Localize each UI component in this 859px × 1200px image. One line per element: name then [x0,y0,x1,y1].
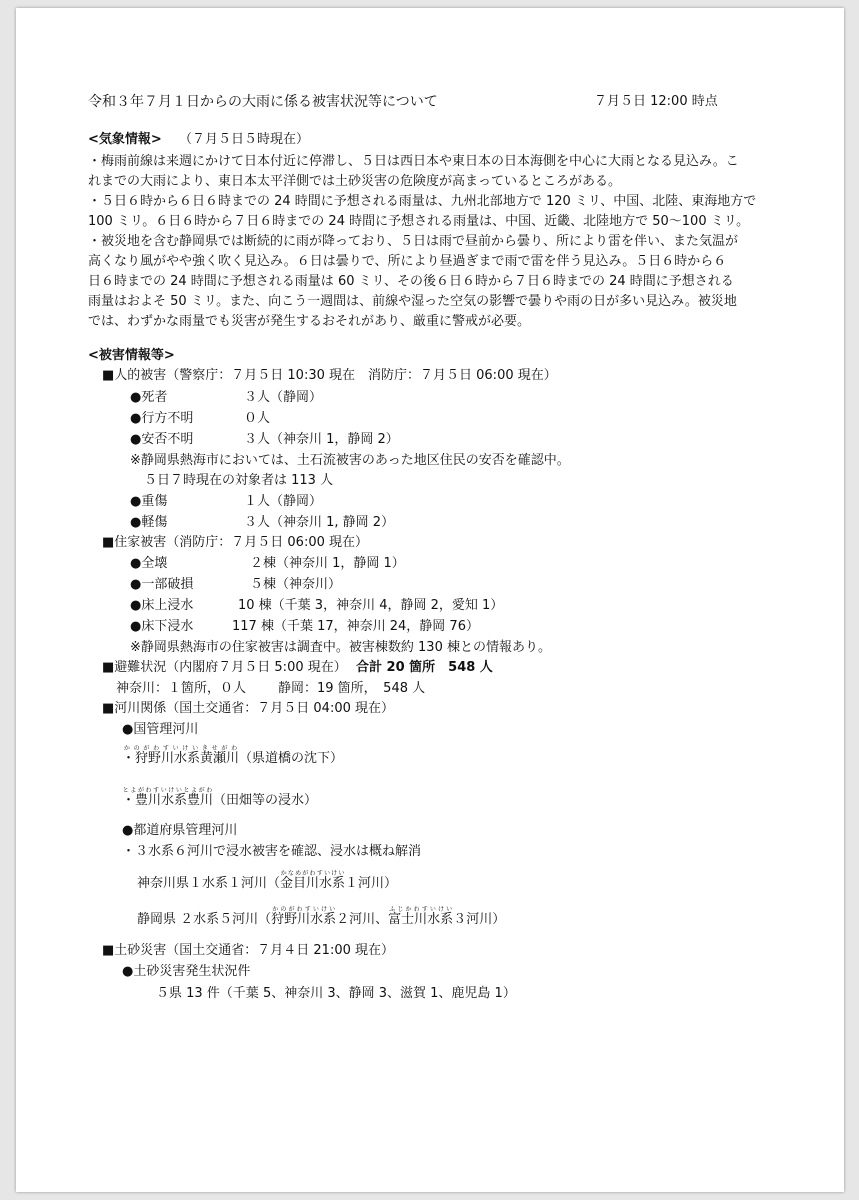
human-note: ※静岡県熱海市においては、土石流被害のあった地区住民の安否を確認中。 [130,453,570,468]
landslide-title: ■土砂災害（国土交通省：７月４日 21:00 現在） [102,943,395,958]
human-row-label: ●軽傷 [130,515,168,530]
document-page [16,8,844,1192]
damage-heading: <被害情報等> [88,348,175,363]
evacuation-kanagawa: 神奈川：１箇所，０人 [116,681,247,696]
landslide-sub: ●土砂災害発生状況件 [122,964,251,979]
human-row-value: ０人 [244,411,271,426]
kano-river-note: （県道橋の沈下） [239,751,344,766]
toyo-river-note: （田畑等の浸水） [213,793,318,808]
river-kano-item [122,745,343,771]
housing-note: ※静岡県熱海市の住家被害は調査中。被害棟数約 130 棟との情報あり。 [130,640,551,655]
housing-row-value: ５棟（神奈川） [250,577,342,592]
river-prefectural-heading: ●都道府県管理河川 [122,823,238,838]
weather-line: ・５日６時から６日６時までの 24 時間に予想される雨量は、九州北部地方で 120 ミリ、中国、北陸、東海地方で [88,194,757,209]
human-row-value: ３人（静岡） [244,390,323,405]
toyo-river-name: ・豊川水系豊川とよがわすいけいとよがわ [122,787,214,808]
human-damage-title: ■人的被害（警察庁：７月５日 10:30 現在 消防庁：７月５日 06:00 現在） [102,368,557,383]
river-prefectural-summary: ・３水系６河川で浸水被害を確認、浸水は概ね解消 [122,844,422,859]
river-title: ■河川関係（国土交通省：７月５日 04:00 現在） [102,701,395,716]
human-note: ５日７時現在の対象者は 113 人 [144,473,334,488]
document-timestamp: ７月５日 12:00 時点 [594,94,718,109]
kano-system-name: 狩野川水系かのがわすいけい [271,906,337,927]
weather-subheading: （７月５日５時現在） [179,132,310,147]
housing-row-label: ●全壊 [130,556,168,571]
human-row-label: ●安否不明 [130,432,194,447]
landslide-detail: ５県 13 件（千葉 5、神奈川 3、静岡 3、滋賀 1、鹿児島 1） [156,986,516,1001]
weather-line: ・梅雨前線は来週にかけて日本付近に停滞し、５日は西日本や東日本の日本海側を中心に大雨となる見込み。こ [88,154,739,169]
weather-line: れまでの大雨により、東日本太平洋側では土砂災害の危険度が高まっているところがある。 [88,174,622,189]
housing-damage-title: ■住家被害（消防庁：７月５日 06:00 現在） [102,535,369,550]
human-row-value: ３人（神奈川 1, 静岡 2） [244,515,395,530]
document-title: 令和３年７月１日からの大雨に係る被害状況等について [88,94,438,110]
weather-line: 日６時までの 24 時間に予想される雨量は 60 ミリ、その後６日６時から７日６時までの 24 時間に予想される [88,274,734,289]
housing-row-value: ２棟（神奈川 1，静岡 1） [250,556,405,571]
weather-line: 100 ミリ。６日６時から７日６時までの 24 時間に予想される雨量は、中国、近畿、北陸地方で 50～100 ミリ。 [88,214,750,229]
river-shizuoka-item: 静岡県 ２水系５河川（狩野川水系かのがわすいけい２河川、富士川水系ふじかわすいけい３河川） [137,906,506,927]
weather-line: 雨量はおよそ 50 ミリ。また、向こう一週間は、前線や湿った空気の影響で曇りや雨の日が多い見込み。被災地 [88,294,737,309]
evacuation-shizuoka: 静岡：19 箇所， 548 人 [278,681,426,696]
weather-line: 高くなり風がやや強く吹く見込み。６日は曇りで、所により昼過ぎまで雨で雷を伴う見込み。５日６時から６ [88,254,727,269]
fuji-system-name: 富士川水系ふじかわすいけい [388,906,454,927]
weather-heading: <気象情報> [88,132,162,147]
human-row-value: ３人（神奈川 1，静岡 2） [244,432,399,447]
housing-row-label: ●一部破損 [130,577,194,592]
evacuation-title: ■避難状況（内閣府７月５日 5:00 現在） [102,660,347,675]
housing-row-value: 117 棟（千葉 17，神奈川 24，静岡 76） [232,619,479,634]
human-row-label: ●行方不明 [130,411,194,426]
weather-line: ・被災地を含む静岡県では断続的に雨が降っており、５日は雨で昼前から曇り、所により雷を伴い、また気温が [88,234,739,249]
river-kanagawa-item: 神奈川県１水系１河川（金目川水系かなめがわすいけい１河川） [137,870,398,891]
human-row-value: １人（静岡） [244,494,323,509]
human-row-label: ●重傷 [130,494,168,509]
evacuation-total: 合計 20 箇所 548 人 [356,660,493,675]
housing-row-value: 10 棟（千葉 3，神奈川 4，静岡 2，愛知 1） [238,598,504,613]
housing-row-label: ●床下浸水 [130,619,194,634]
river-national-heading: ●国管理河川 [122,722,199,737]
river-toyo-item [122,787,317,813]
kano-river-name: ・狩野川水系黄瀬川かのがわすいけいきせがわ [122,745,240,766]
human-row-label: ●死者 [130,390,168,405]
kaname-river-name: 金目川水系かなめがわすいけい [280,870,346,891]
housing-row-label: ●床上浸水 [130,598,194,613]
weather-line: では、わずかな雨量でも災害が発生するおそれがあり、厳重に警戒が必要。 [88,314,531,329]
